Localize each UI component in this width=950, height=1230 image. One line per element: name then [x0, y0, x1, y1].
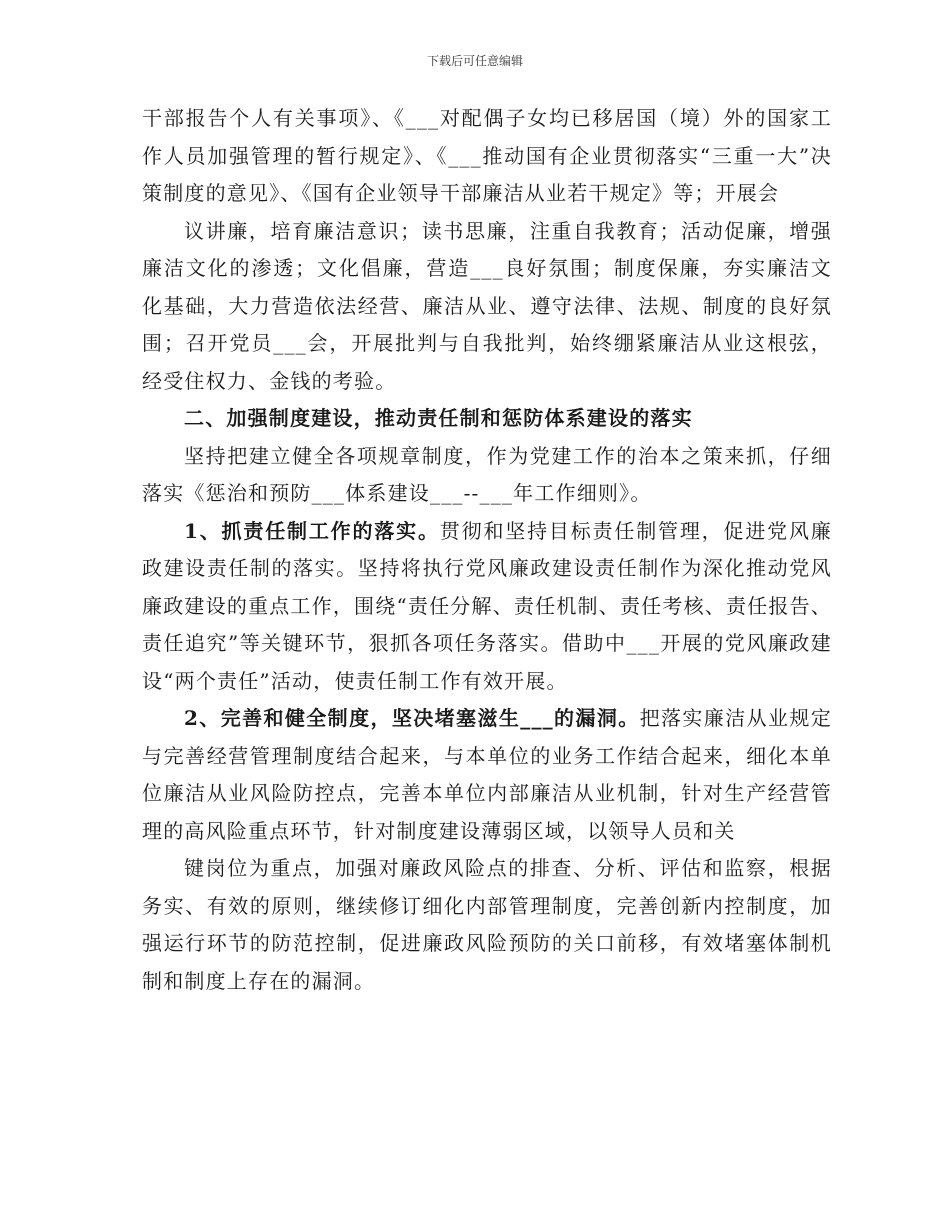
item-1-text: 贯彻和坚持目标责任制管理，促进党风廉政建设责任制的落实。坚持将执行党风廉政建设责任制作为深化推动党风廉政建设的重点工作，围绕“责任分解、责任机制、责任考核、责任报告、责任追究”等关键环节，狠抓各项任务落实。借助中___开展的党风廉政建设“两个责任”活动，使责任制工作有效开展。 — [142, 518, 832, 693]
section-heading: 二、加强制度建设，推动责任制和惩防体系建设的落实 — [184, 406, 693, 430]
item-2-heading: 2、完善和健全制度，坚决堵塞滋生___的漏洞。 — [184, 706, 640, 730]
paragraph-5 — [142, 700, 832, 850]
paragraph-6: 键岗位为重点，加强对廉政风险点的排查、分析、评估和监察，根据务实、有效的原则，继续修订细化内部管理制度，完善创新内控制度，加强运行环节的防范控制，促进廉政风险预防的关口前移，有效堵塞体制机制和制度上存在的漏洞。 — [142, 856, 832, 993]
paragraph-3: 坚持把建立健全各项规章制度，作为党建工作的治本之策来抓，仔细落实《惩治和预防___体系建设___--___年工作细则》。 — [142, 443, 832, 505]
item-1-heading: 1、抓责任制工作的落实。 — [184, 518, 440, 543]
document-body — [142, 100, 832, 1000]
paragraph-4 — [142, 513, 832, 701]
paragraph-1: 干部报告个人有关事项》、《___对配偶子女均已移居国（境）外的国家工作人员加强管理的暂行规定》、《___推动国有企业贯彻落实“三重一大”决策制度的意见》、《国有企业领导干部廉洁从业若干规定》等；开展会 — [142, 106, 832, 205]
page-header: 下载后可任意编辑 — [426, 54, 523, 68]
item-2-text: 把落实廉洁从业规定与完善经营管理制度结合起来，与本单位的业务工作结合起来，细化本单位廉洁从业风险防控点，完善本单位内部廉洁从业机制，针对生产经营管理的高风险重点环节，针对制度建设薄弱区域，以领导人员和关 — [142, 706, 832, 843]
paragraph-2: 议讲廉，培育廉洁意识；读书思廉，注重自我教育；活动促廉，增强廉洁文化的渗透；文化倡廉，营造___良好氛围；制度保廉，夯实廉洁文化基础，大力营造依法经营、廉洁从业、遵守法律、法规、制度的良好氛围；召开党员___会，开展批判与自我批判，始终绷紧廉洁从业这根弦，经受住权力、金钱的考验。 — [142, 218, 832, 393]
